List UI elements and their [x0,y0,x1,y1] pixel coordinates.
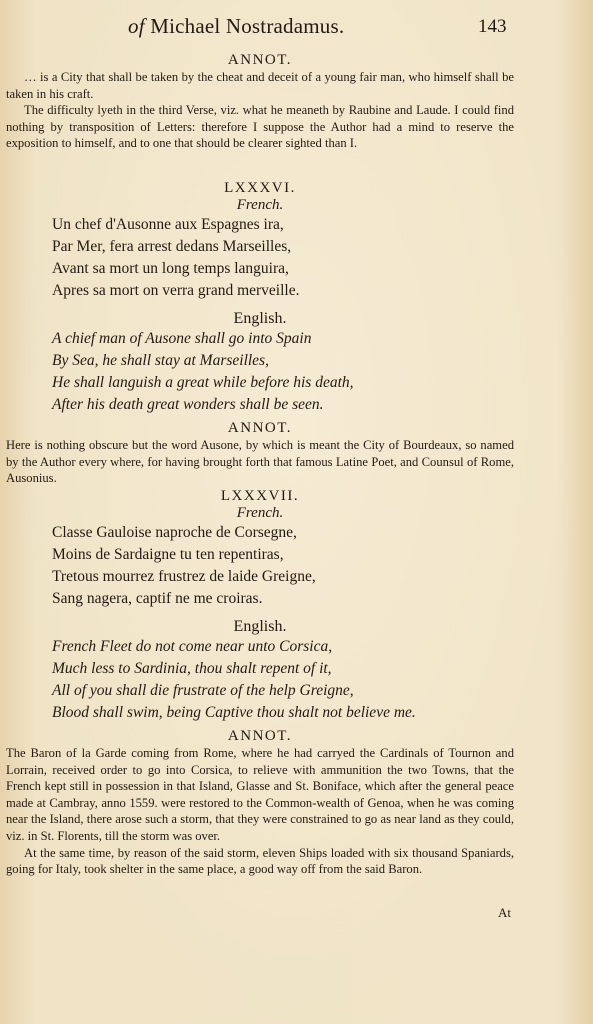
annot-paragraph: The Baron of la Garde coming from Rome, where he had carryed the Cardinals of Tournon and Lorrain, received order to go into Corsica, to relieve with ammunition the two Towns, that the French kept still in possession in that Island, Glasse and St. Boniface, which after the general peace made at Cambray, anno 1559. were restored to the Common-wealth of Genoa, when he was coming near the Island, there arose such a storm, that they were constrained to go as near land as they could, viz. in St. Florents, till the storm was over. [6,746,514,843]
annot-paragraph: Here is nothing obscure but the word Ausone, by which is meant the City of Bourdeaux, so named by the Author every where, for having brought forth that famous Latine Poet, and Counsul of Rome, Ausonius. [6,438,514,486]
running-title [128,14,344,39]
verse-line: All of you shall die frustrate of the help Greigne, [52,682,354,699]
page-number: 143 [478,16,507,37]
verse-line: Blood shall swim, being Captive thou shalt not believe me. [52,704,416,721]
verse-line: By Sea, he shall stay at Marseilles, [52,352,269,369]
verse-line: Sang nagera, captif ne me croiras. [52,590,263,607]
quatrain-87 [6,488,514,878]
verse-line: Classe Gauloise naproche de Corsegne, [52,524,297,541]
catchword: At [498,905,511,920]
verse-line: A chief man of Ausone shall go into Spain [52,330,312,347]
annot-paragraph: The difficulty lyeth in the third Verse, viz. what he meaneth by Raubine and Laude. I could find nothing by transposition of Letters: therefore I suppose the Author had a mind to reserve the exposition to himself, and to one that should be clearer sighted than I. [6,103,514,151]
language-label-french: French. [236,197,284,213]
french-verse [6,214,514,302]
verse-line: Much less to Sardinia, thou shalt repent of it, [52,660,332,677]
annot-heading: ANNOT. [227,52,293,68]
annot-paragraph: … is a City that shall be taken by the cheat and deceit of a young fair man, who himself shall be taken in his craft. [6,70,514,101]
running-title-of: of [128,14,145,38]
quatrain-86 [6,180,514,487]
verse-line: Moins de Sardaigne tu ten repentiras, [52,546,284,563]
language-label-english: English. [233,618,287,635]
quatrain-number: LXXXVII. [220,488,300,504]
french-verse [6,522,514,610]
english-verse [6,636,514,724]
verse-line: Apres sa mort on verra grand merveille. [52,282,300,299]
verse-line: After his death great wonders shall be seen. [52,396,324,413]
language-label-english: English. [233,310,287,327]
english-verse [6,328,514,416]
verse-line: He shall languish a great while before his death, [52,374,354,391]
verse-line: French Fleet do not come near unto Corsica, [52,638,333,655]
verse-line: Avant sa mort un long temps languira, [52,260,289,277]
running-title-name: Michael Nostradamus. [150,14,345,38]
annot-heading: ANNOT. [227,420,293,436]
verse-line: Tretous mourrez frustrez de laide Greigne, [52,568,316,585]
verse-line: Par Mer, fera arrest dedans Marseilles, [52,238,292,255]
verse-line: Un chef d'Ausonne aux Espagnes ira, [52,216,284,233]
language-label-french: French. [236,505,284,521]
annot-heading: ANNOT. [227,728,293,744]
quatrain-number: LXXXVI. [224,180,296,196]
annotation-block-1 [6,52,514,152]
annot-paragraph: At the same time, by reason of the said storm, eleven Ships loaded with six thousand Spaniards, going for Italy, took shelter in the same place, a good way off from the said Baron. [6,845,514,877]
